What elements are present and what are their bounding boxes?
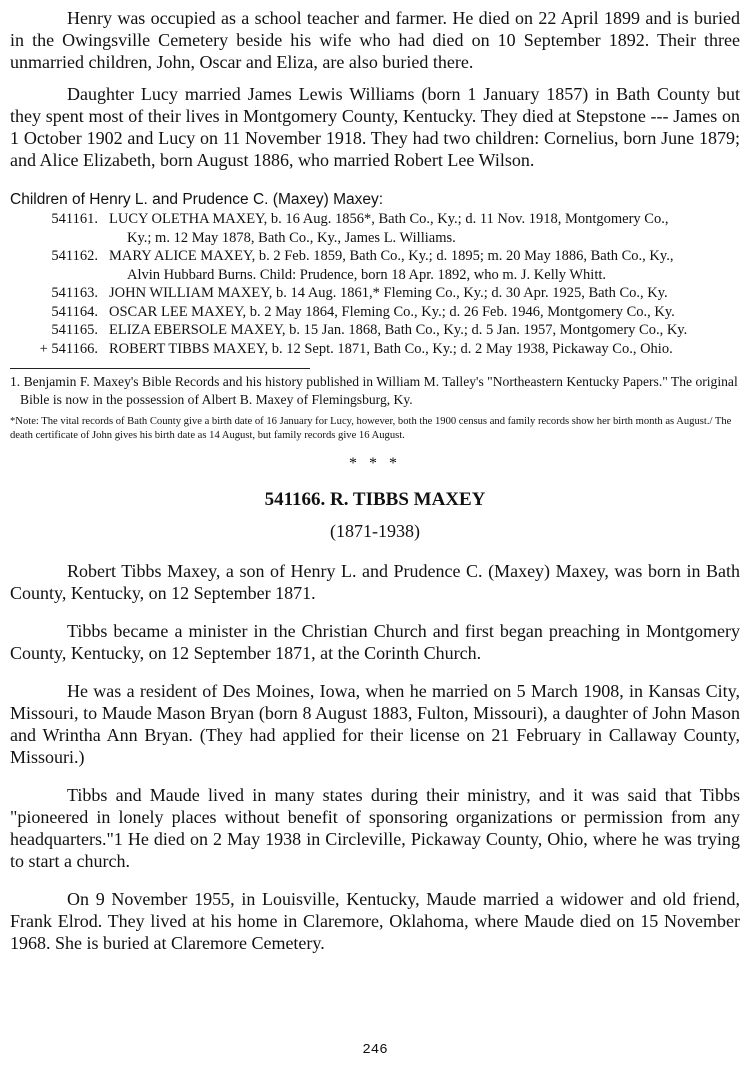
paragraph-lucy: Daughter Lucy married James Lewis Williams (born 1 January 1857) in Bath County but they spent most of their lives in Montgomery County, Kentucky. They died at Stepstone --- James on 1 October 1902 and Lucy on 11 November 1918. They had two children: Cornelius, born June 1879; and Alice Elizabeth, born August 1886, who married Robert Lee Wilson. [10,84,740,170]
document-page [10,0,740,954]
child-number: + 541166. [39,340,98,357]
child-number: 541163. [51,285,98,301]
children-list [10,210,740,358]
child-number: 541161. [51,211,98,227]
child-number: 541165. [51,322,98,338]
child-entry-541165 [10,321,740,340]
child-entry-541166 [10,340,740,359]
children-heading: Children of Henry L. and Prudence C. (Maxey) Maxey: [10,191,384,208]
section-dates: (1871-1938) [330,521,420,541]
paragraph-pioneered: Tibbs and Maude lived in many states during their ministry, and it was said that Tibbs "pioneered in lonely places without benefit of sponsoring organizations or permission from any headquarters."1 He died on 2 May 1938 in Circleville, Pickaway County, Ohio, where he was trying to start a church. [10,785,740,871]
child-number: 541164. [51,303,98,320]
paragraph-maude: On 9 November 1955, in Louisville, Kentucky, Maude married a widower and old friend, Frank Elrod. They lived at his home in Claremore, Oklahoma, where Maude died on 15 November 1968. She is buried at Claremore Cemetery. [10,889,740,953]
child-entry-541161 [10,210,740,247]
footnote: 1. Benjamin F. Maxey's Bible Records and his history published in William M. Talley's "Northeastern Kentucky Papers." The original Bible is now in the possession of Albert B. Maxey of Flemingsburg, Ky. [10,374,738,407]
footnote-rule [10,368,310,369]
child-text: JOHN WILLIAM MAXEY, b. 14 Aug. 1861,* Fleming Co., Ky.; d. 30 Apr. 1925, Bath Co., Ky. [109,285,668,301]
paragraph-marriage: He was a resident of Des Moines, Iowa, when he married on 5 March 1908, in Kansas City, Missouri, to Maude Mason Bryan (born 8 August 1883, Fulton, Missouri), a daughter of John Mason and Wrintha Ann Bryan. (They had applied for their license on 21 February in Callaway County, Missouri.) [10,681,740,767]
child-number: 541162. [51,248,98,264]
paragraph-henry: Henry was occupied as a school teacher and farmer. He died on 22 April 1899 and is buried in the Owingsville Cemetery beside his wife who had died on 10 September 1892. Their three unmarried children, John, Oscar and Eliza, are also buried there. [10,8,740,72]
child-entry-541162 [10,247,740,284]
vital-records-note: *Note: The vital records of Bath County give a birth date of 16 January for Lucy, however, both the 1900 census and family records show her birth month as August./ The death certificate of John gives his birth date as 14 August, but family records give 16 August. [10,416,732,441]
child-text: ROBERT TIBBS MAXEY, b. 12 Sept. 1871, Bath Co., Ky.; d. 2 May 1938, Pickaway Co., Ohio. [109,340,673,357]
paragraph-ministry: Tibbs became a minister in the Christian Church and first began preaching in Montgomery County, Kentucky, on 12 September 1871, at the Corinth Church. [10,621,740,663]
child-text-continued: Ky.; m. 12 May 1878, Bath Co., Ky., James L. Williams. [127,229,456,246]
child-entry-541163 [10,284,740,303]
child-entry-541164 [10,303,740,322]
child-text: ELIZA EBERSOLE MAXEY, b. 15 Jan. 1868, Bath Co., Ky.; d. 5 Jan. 1957, Montgomery Co., Ky. [109,322,688,338]
child-text-continued: Alvin Hubbard Burns. Child: Prudence, born 18 Apr. 1892, who m. J. Kelly Whitt. [127,266,607,283]
paragraph-birth: Robert Tibbs Maxey, a son of Henry L. and Prudence C. (Maxey) Maxey, was born in Bath County, Kentucky, on 12 September 1871. [10,561,740,603]
section-separator: * * * [349,455,401,472]
child-text: OSCAR LEE MAXEY, b. 2 May 1864, Fleming Co., Ky.; d. 26 Feb. 1946, Montgomery Co., Ky. [109,303,675,320]
section-title: 541166. R. TIBBS MAXEY [264,489,486,510]
child-text: MARY ALICE MAXEY, b. 2 Feb. 1859, Bath Co., Ky.; d. 1895; m. 20 May 1886, Bath Co., Ky., [109,248,674,264]
page-number: 246 [362,1042,388,1058]
child-text: LUCY OLETHA MAXEY, b. 16 Aug. 1856*, Bath Co., Ky.; d. 11 Nov. 1918, Montgomery Co., [109,211,669,227]
